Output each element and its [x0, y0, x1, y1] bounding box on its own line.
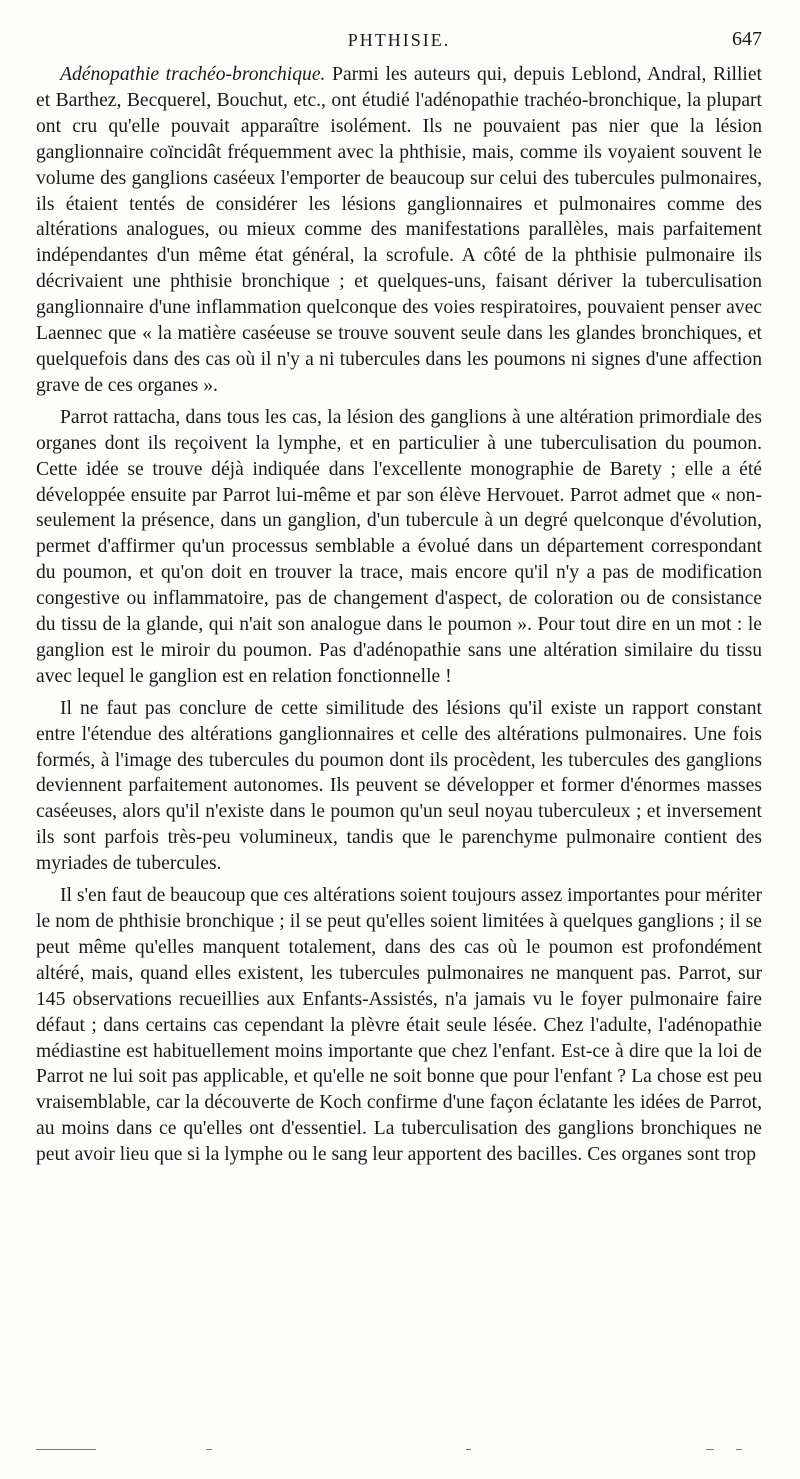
running-title: PHTHISIE.	[347, 30, 451, 50]
paragraph-text: Il s'en faut de beaucoup que ces altérations soient toujours assez importantes pour mériter le nom de phthisie bronchique ; il se peut qu'elles soient limitées à quelques ganglions ; il se peut même qu'elles manquent totalement, dans des cas où le poumon est profondément altéré, mais, quand elles existent, les tubercules pulmonaires ne manquent pas. Parrot, sur 145 observations recueillies aux Enfants-Assistés, n'a jamais vu le foyer pulmonaire faire défaut ; dans certains cas cependant la plèvre était seule lésée. Chez l'adulte, l'adénopathie médiastine est habituellement moins importante que chez l'enfant. Est-ce à dire que la loi de Parrot ne lui soit pas applicable, et qu'elle ne soit bonne que pour l'enfant ? La chose est peu vraisemblable, car la découverte de Koch confirme d'une façon éclatante les idées de Parrot, au moins dans ce qu'elles ont d'essentiel. La tuberculisation des ganglions bronchiques ne peut avoir lieu que si la lymphe ou le sang leur apportent des bacilles. Ces organes sont trop	[36, 885, 762, 1166]
paragraph-adenopathie	[36, 62, 762, 399]
paragraph-similitude	[36, 696, 762, 877]
page-number: 647	[732, 28, 762, 50]
running-head	[36, 26, 762, 56]
paragraph-alterations	[36, 883, 762, 1168]
paragraph-parrot	[36, 405, 762, 690]
paragraph-text: Parmi les auteurs qui, depuis Leblond, Andral, Rilliet et Barthez, Becquerel, Bouchut, etc., ont étudié l'adénopathie trachéo-bronchique, la plupart ont cru qu'elle pouvait apparaître isolément. Ils ne pouvaient pas nier que la lésion ganglionnaire coïncidât fréquemment avec la phthisie, mais, comme ils voyaient souvent le volume des ganglions caséeux l'emporter de beaucoup sur celui des tubercules pulmonaires, ils étaient tentés de considérer les lésions ganglionnaires et pulmonaires comme des altérations analogues, ou mieux comme des manifestations parallèles, mais parfaitement indépendantes d'un même état général, la scrofule. A côté de la phthisie pulmonaire ils décrivaient une phthisie bronchique ; et quelques-uns, faisant dériver la tuberculisation ganglionnaire d'une inflammation quelconque des voies respiratoires, pouvaient penser avec Laennec que « la matière caséeuse se trouve souvent seule dans les glandes bronchiques, et quelquefois dans des cas où il n'y a ni tubercules dans les poumons ni signes d'une affection grave de ces organes ».	[36, 64, 762, 396]
bottom-print-specks	[36, 1449, 762, 1451]
section-heading-italic: Adénopathie trachéo-bronchique.	[60, 64, 326, 85]
body-text	[36, 62, 762, 1168]
paragraph-text: Il ne faut pas conclure de cette similitude des lésions qu'il existe un rapport constant entre l'étendue des altérations ganglionnaires et celle des altérations pulmonaires. Une fois formés, à l'image des tubercules du poumon dont ils procèdent, les tubercules des ganglions deviennent parfaitement autonomes. Ils peuvent se développer et former d'énormes masses caséeuses, alors qu'il n'existe dans le poumon qu'un seul noyau tuberculeux ; et inversement ils sont parfois très-peu volumineux, tandis que le parenchyme pulmonaire contient des myriades de tubercules.	[36, 697, 762, 875]
paragraph-text: Parrot rattacha, dans tous les cas, la lésion des ganglions à une altération primordiale des organes dont ils reçoivent la lymphe, et en particulier à une tuberculisation du poumon. Cette idée se trouve déjà indiquée dans l'excellente monographie de Barety ; elle a été développée ensuite par Parrot lui-même et par son élève Hervouet. Parrot admet que « non-seulement la présence, dans un ganglion, d'un tubercule à un degré quelconque d'évolution, permet d'affirmer qu'un processus semblable a évolué dans un département correspondant du poumon, et qu'on doit en trouver la trace, mais encore qu'il n'y a pas de modification congestive ou inflammatoire, pas de changement d'aspect, de coloration ou de consistance du tissu de la glande, qui n'ait son analogue dans le poumon ». Pour tout dire en un mot : le ganglion est le miroir du poumon. Pas d'adénopathie sans une altération similaire du tissu avec lequel le ganglion est en relation fonctionnelle !	[36, 406, 762, 687]
